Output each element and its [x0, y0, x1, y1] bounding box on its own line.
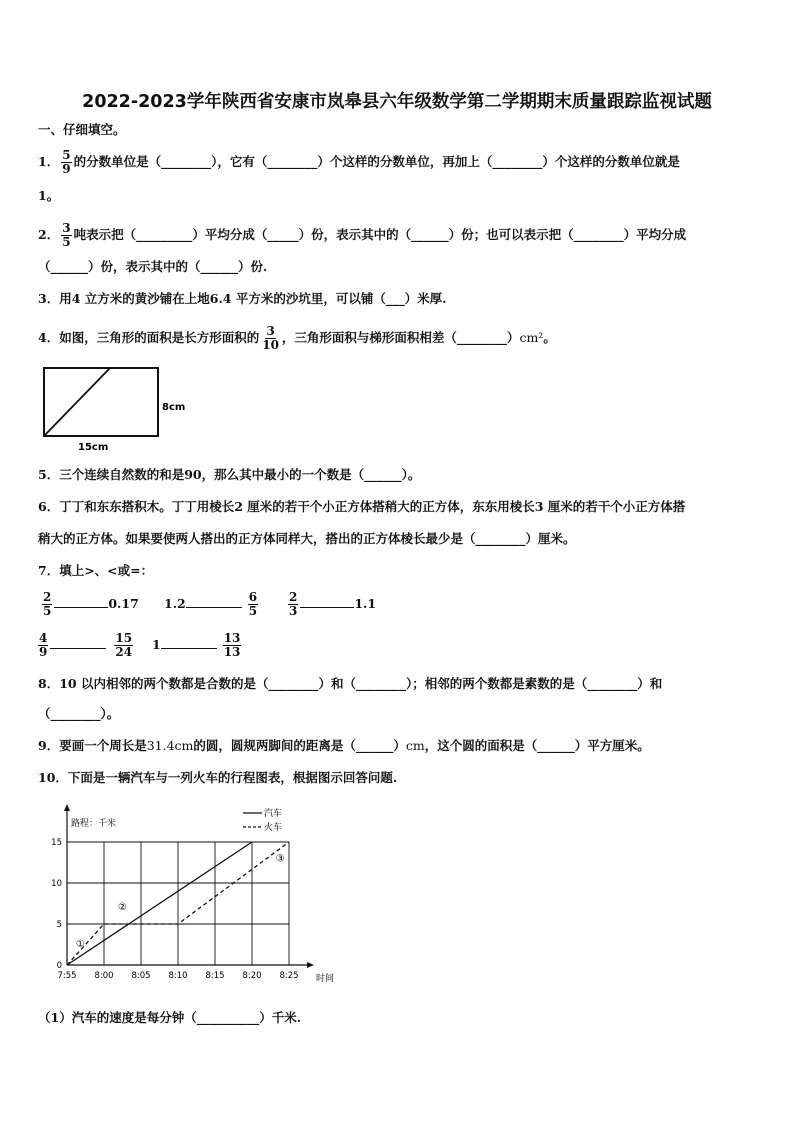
legend-train: 火车 [264, 823, 283, 833]
question-2 [38, 222, 686, 249]
annotation-3: ③ [275, 853, 285, 865]
q7-2-left: 1.2 [164, 596, 186, 611]
q1-fraction [61, 149, 71, 176]
y-axis-label: 路程：千米 [71, 819, 117, 829]
q7-3-numerator: 2 [289, 590, 298, 604]
page-title: 2022-2023学年陕西省安康市岚皋县六年级数学第二学期期末质量跟踪监视试题 [82, 92, 712, 112]
question-5: 5．三个连续自然数的和是90，那么其中最小的一个数是（______）。 [38, 467, 421, 482]
x-tick-label: 8:25 [279, 971, 299, 981]
question-1-cont: 1。 [38, 188, 60, 203]
q9-value: 31.4cm [146, 738, 194, 753]
q7-4-b-denominator: 24 [115, 645, 133, 659]
q1-frac-numerator: 5 [62, 148, 71, 162]
question-4 [38, 325, 556, 352]
q7-item-2 [164, 591, 260, 618]
y-tick-label: 0 [56, 961, 62, 971]
q7-1-right: 0.17 [108, 596, 139, 611]
q7-item-5 [152, 632, 243, 659]
triangle-diagonal [44, 368, 110, 436]
x-tick-label: 8:20 [242, 971, 262, 981]
q7-5-denominator: 13 [223, 645, 241, 659]
x-tick-label: 8:15 [205, 971, 225, 981]
question-9 [38, 737, 650, 755]
q7-5-left: 1 [152, 637, 161, 652]
q7-4-a-denominator: 9 [39, 645, 48, 659]
q2-text: 吨表示把（_________）平均分成（_____）份，表示其中的（______）份；也可以表示把（________）平均分成 [73, 227, 687, 242]
x-tick-label: 8:00 [94, 971, 114, 981]
question-1 [38, 149, 680, 176]
q2-number: 2． [38, 227, 60, 242]
q7-2-numerator: 6 [248, 590, 258, 604]
question-6-line2: 稍大的正方体。如果要使两人搭出的正方体同样大，搭出的正方体棱长最少是（________）厘米。 [38, 531, 576, 546]
q4-end: 。 [543, 330, 556, 345]
q9-mid: 的圆，圆规两脚间的距离是（______） [193, 738, 406, 753]
question-10: 10．下面是一辆汽车与一列火车的行程图表，根据图示回答问题. [38, 770, 398, 785]
q2-fraction [61, 222, 71, 249]
travel-chart [40, 800, 350, 990]
q4-pre: 如图，三角形的面积是长方形面积的 [59, 330, 260, 345]
q4-post: ，三角形面积与梯形面积相差（________） [281, 330, 520, 345]
width-label: 15cm [78, 442, 109, 453]
question-8-line2: （________）。 [38, 706, 120, 721]
x-tick-label: 8:10 [168, 971, 188, 981]
x-axis-label: 时间 [316, 974, 335, 984]
section-heading: 一、仔细填空。 [38, 122, 126, 137]
q7-item-4 [36, 632, 135, 659]
question-3: 3．用4 立方米的黄沙铺在上地6.4 平方米的沙坑里，可以铺（___）米厚. [38, 291, 447, 306]
question-8-line1: 8．10 以内相邻的两个数都是合数的是（________）和（________）；相邻的两个数都是素数的是（________）和 [38, 676, 663, 691]
rectangle-figure [40, 364, 200, 456]
q9-post: ，这个圆的面积是（______）平方厘米。 [424, 738, 650, 753]
q1-number: 1． [38, 154, 60, 169]
q7-3-denominator: 3 [289, 604, 298, 618]
q4-number: 4． [38, 330, 60, 345]
y-tick-label: 10 [51, 879, 62, 889]
series-line-car [67, 842, 252, 965]
q4-fraction [261, 325, 280, 352]
annotation-1: ① [75, 938, 85, 950]
x-axis-arrow-icon [307, 962, 314, 968]
annotation-2: ② [118, 902, 127, 914]
chart-grid [67, 842, 289, 965]
q2-frac-denominator: 5 [62, 235, 71, 249]
q7-1-numerator: 2 [43, 590, 52, 604]
question-10-1: （1）汽车的速度是每分钟（__________）千米. [38, 1010, 302, 1025]
q4-frac-denominator: 10 [262, 338, 279, 352]
y-tick-label: 15 [51, 838, 62, 848]
chart-annotations [76, 854, 285, 950]
q7-4-a-numerator: 4 [39, 631, 48, 645]
q7-4-blank[interactable] [50, 648, 106, 649]
q1-text: 的分数单位是（________），它有（________）个这样的分数单位，再加上（________）个这样的分数单位就是 [73, 154, 680, 169]
q7-2-blank[interactable] [186, 607, 242, 608]
q7-5-numerator: 13 [223, 631, 241, 645]
q7-3-blank[interactable] [300, 607, 354, 608]
y-tick-label: 5 [56, 920, 62, 930]
q7-4-b-numerator: 15 [115, 631, 133, 645]
question-6-line1: 6．丁丁和东东搭积木。丁丁用棱长2 厘米的若干个小正方体搭稍大的正方体，东东用棱长3 厘米的若干个小正方体搭 [38, 499, 686, 514]
chart-ticks [51, 838, 298, 981]
q7-item-1 [40, 591, 139, 618]
q9-unit: cm [405, 738, 425, 753]
q4-frac-numerator: 3 [266, 324, 275, 338]
question-7: 7．填上>、<或=： [38, 563, 154, 578]
q9-pre: 9．要画一个周长是 [38, 738, 147, 753]
legend-car: 汽车 [264, 809, 283, 819]
x-tick-label: 7:55 [57, 971, 77, 981]
q7-5-blank[interactable] [161, 648, 217, 649]
q1-frac-denominator: 9 [62, 162, 71, 176]
height-label: 8cm [162, 402, 186, 413]
question-2-cont: （______）份，表示其中的（______）份. [38, 259, 268, 274]
q7-1-blank[interactable] [54, 607, 108, 608]
x-tick-label: 8:05 [131, 971, 151, 981]
q7-2-denominator: 5 [248, 604, 258, 618]
chart-legend [243, 807, 282, 833]
q2-frac-numerator: 3 [62, 221, 71, 235]
q7-1-denominator: 5 [43, 604, 52, 618]
q4-unit: cm² [519, 330, 544, 345]
y-axis-arrow-icon [64, 804, 70, 811]
q7-item-3 [286, 591, 376, 618]
q7-3-right: 1.1 [354, 596, 377, 611]
